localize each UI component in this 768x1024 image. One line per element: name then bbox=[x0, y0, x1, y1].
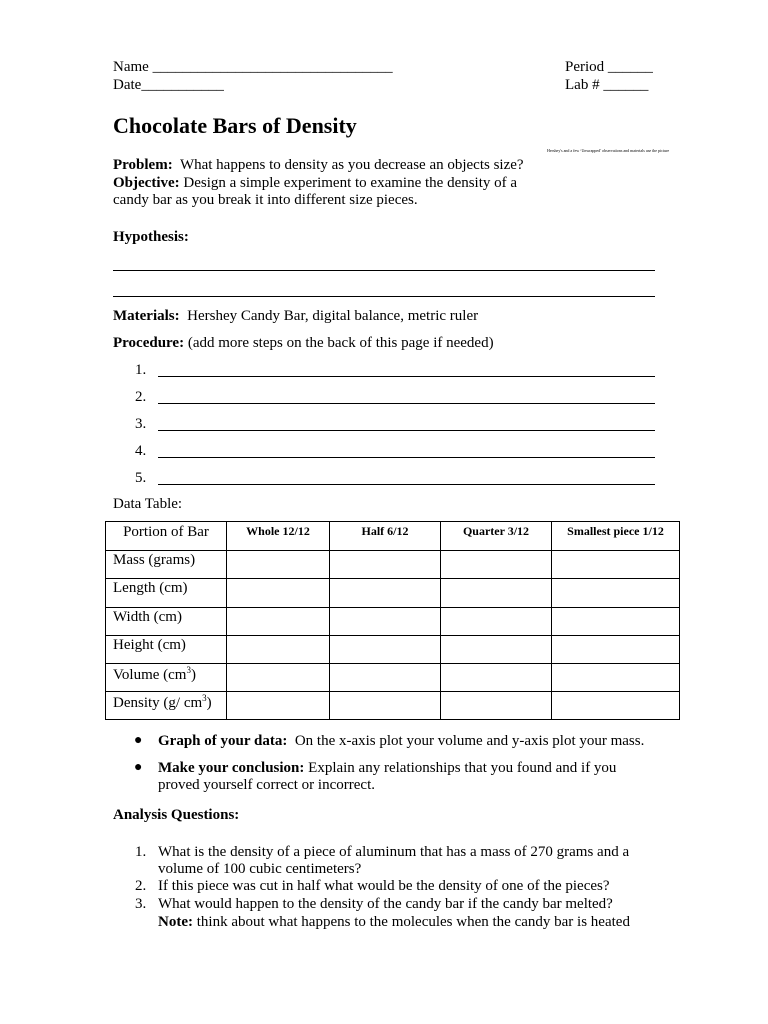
materials-section bbox=[113, 308, 478, 325]
density-superscript: 3 bbox=[202, 693, 207, 704]
table-cell[interactable] bbox=[441, 607, 552, 635]
question-1-line1: What is the density of a piece of aluminum that has a mass of 270 grams and a bbox=[158, 844, 630, 860]
question-3-note-label: Note: bbox=[158, 914, 193, 930]
question-3-note bbox=[158, 914, 630, 931]
procedure-step-5-number: 5. bbox=[135, 470, 147, 486]
problem-section bbox=[113, 157, 524, 174]
objective-label: Objective: bbox=[113, 175, 180, 191]
hypothesis-line-2[interactable] bbox=[113, 296, 655, 297]
conclusion-instruction bbox=[158, 760, 616, 777]
column-header-smallest: Smallest piece 1/12 bbox=[552, 522, 680, 551]
objective-section bbox=[113, 175, 517, 192]
name-label: Name ________________________________ bbox=[113, 59, 393, 75]
table-cell[interactable] bbox=[330, 579, 441, 607]
table-cell[interactable] bbox=[227, 607, 330, 635]
table-cell[interactable] bbox=[552, 692, 680, 720]
graph-instruction bbox=[158, 733, 644, 750]
table-cell[interactable] bbox=[227, 551, 330, 579]
row-label-mass: Mass (grams) bbox=[106, 551, 227, 579]
table-cell[interactable] bbox=[330, 692, 441, 720]
procedure-step-1-number: 1. bbox=[135, 362, 147, 378]
hypothesis-label: Hypothesis: bbox=[113, 229, 189, 245]
question-3-note-text: think about what happens to the molecules when the candy bar is heated bbox=[196, 914, 630, 930]
lab-number-label: Lab # ______ bbox=[565, 77, 649, 93]
table-cell[interactable] bbox=[441, 551, 552, 579]
table-cell[interactable] bbox=[227, 635, 330, 663]
question-1-number: 1. bbox=[135, 844, 147, 860]
materials-text: Hershey Candy Bar, digital balance, metric ruler bbox=[187, 308, 479, 324]
table-cell[interactable] bbox=[441, 579, 552, 607]
table-row bbox=[106, 607, 680, 635]
period-label: Period ______ bbox=[565, 59, 653, 75]
question-3-number: 3. bbox=[135, 896, 147, 912]
table-cell[interactable] bbox=[552, 607, 680, 635]
question-2-line1: If this piece was cut in half what would be the density of one of the pieces? bbox=[158, 878, 610, 894]
analysis-label: Analysis Questions: bbox=[113, 807, 240, 823]
procedure-step-2-line[interactable] bbox=[158, 403, 655, 404]
column-header-whole: Whole 12/12 bbox=[227, 522, 330, 551]
question-1-line2: volume of 100 cubic centimeters? bbox=[158, 861, 362, 877]
table-cell[interactable] bbox=[330, 663, 441, 691]
materials-label: Materials: bbox=[113, 308, 180, 324]
row-label-height: Height (cm) bbox=[106, 635, 227, 663]
table-cell[interactable] bbox=[441, 692, 552, 720]
volume-label-text: Volume (cm bbox=[113, 666, 187, 683]
table-cell[interactable] bbox=[227, 579, 330, 607]
procedure-step-2-number: 2. bbox=[135, 389, 147, 405]
tiny-note: Hershey's and a few ‘Unwrapped’ observations and materials use the picture bbox=[547, 148, 670, 153]
bullet-icon: ● bbox=[134, 733, 143, 748]
objective-text-line1: Design a simple experiment to examine the density of a bbox=[183, 175, 518, 191]
procedure-step-4-number: 4. bbox=[135, 443, 147, 459]
hypothesis-line-1[interactable] bbox=[113, 270, 655, 271]
table-cell[interactable] bbox=[552, 551, 680, 579]
conclusion-instruction-text-line1: Explain any relationships that you found and if you bbox=[308, 760, 617, 776]
density-label-text: Density (g/ cm bbox=[113, 695, 203, 712]
table-cell[interactable] bbox=[441, 663, 552, 691]
objective-text-line2: candy bar as you break it into different size pieces. bbox=[113, 192, 418, 208]
table-cell[interactable] bbox=[227, 663, 330, 691]
table-cell[interactable] bbox=[552, 635, 680, 663]
procedure-step-4-line[interactable] bbox=[158, 457, 655, 458]
bullet-icon: ● bbox=[134, 760, 143, 775]
problem-label: Problem: bbox=[113, 157, 173, 173]
row-label-volume bbox=[106, 663, 227, 691]
procedure-text: (add more steps on the back of this page if needed) bbox=[187, 335, 494, 351]
question-3-line1: What would happen to the density of the candy bar if the candy bar melted? bbox=[158, 896, 613, 912]
table-cell[interactable] bbox=[552, 579, 680, 607]
data-table bbox=[105, 521, 680, 720]
procedure-label: Procedure: bbox=[113, 335, 185, 351]
table-cell[interactable] bbox=[330, 635, 441, 663]
row-label-length: Length (cm) bbox=[106, 579, 227, 607]
row-label-density bbox=[106, 692, 227, 720]
conclusion-instruction-label: Make your conclusion: bbox=[158, 760, 305, 776]
table-row bbox=[106, 692, 680, 720]
table-cell[interactable] bbox=[552, 663, 680, 691]
procedure-step-1-line[interactable] bbox=[158, 376, 655, 377]
column-header-half: Half 6/12 bbox=[330, 522, 441, 551]
table-cell[interactable] bbox=[330, 551, 441, 579]
column-header-portion: Portion of Bar bbox=[106, 522, 227, 551]
table-cell[interactable] bbox=[330, 607, 441, 635]
table-header-row bbox=[106, 522, 680, 551]
volume-superscript: 3 bbox=[186, 664, 191, 675]
procedure-step-3-line[interactable] bbox=[158, 430, 655, 431]
data-table-caption: Data Table: bbox=[113, 496, 183, 512]
procedure-step-5-line[interactable] bbox=[158, 484, 655, 485]
table-cell[interactable] bbox=[227, 692, 330, 720]
table-row bbox=[106, 551, 680, 579]
question-2-number: 2. bbox=[135, 878, 147, 894]
date-label: Date___________ bbox=[113, 77, 224, 93]
table-cell[interactable] bbox=[441, 635, 552, 663]
table-row bbox=[106, 635, 680, 663]
table-row bbox=[106, 663, 680, 691]
column-header-quarter: Quarter 3/12 bbox=[441, 522, 552, 551]
density-label-close: ) bbox=[206, 695, 212, 712]
table-row bbox=[106, 579, 680, 607]
graph-instruction-text: On the x-axis plot your volume and y-axis plot your mass. bbox=[294, 733, 645, 749]
problem-text: What happens to density as you decrease an objects size? bbox=[179, 157, 524, 173]
procedure-step-3-number: 3. bbox=[135, 416, 147, 432]
page-title: Chocolate Bars of Density bbox=[113, 113, 357, 138]
graph-instruction-label: Graph of your data: bbox=[158, 733, 288, 749]
row-label-width: Width (cm) bbox=[106, 607, 227, 635]
conclusion-instruction-text-line2: proved yourself correct or incorrect. bbox=[158, 777, 375, 793]
volume-label-close: ) bbox=[190, 666, 196, 683]
procedure-section bbox=[113, 335, 494, 352]
